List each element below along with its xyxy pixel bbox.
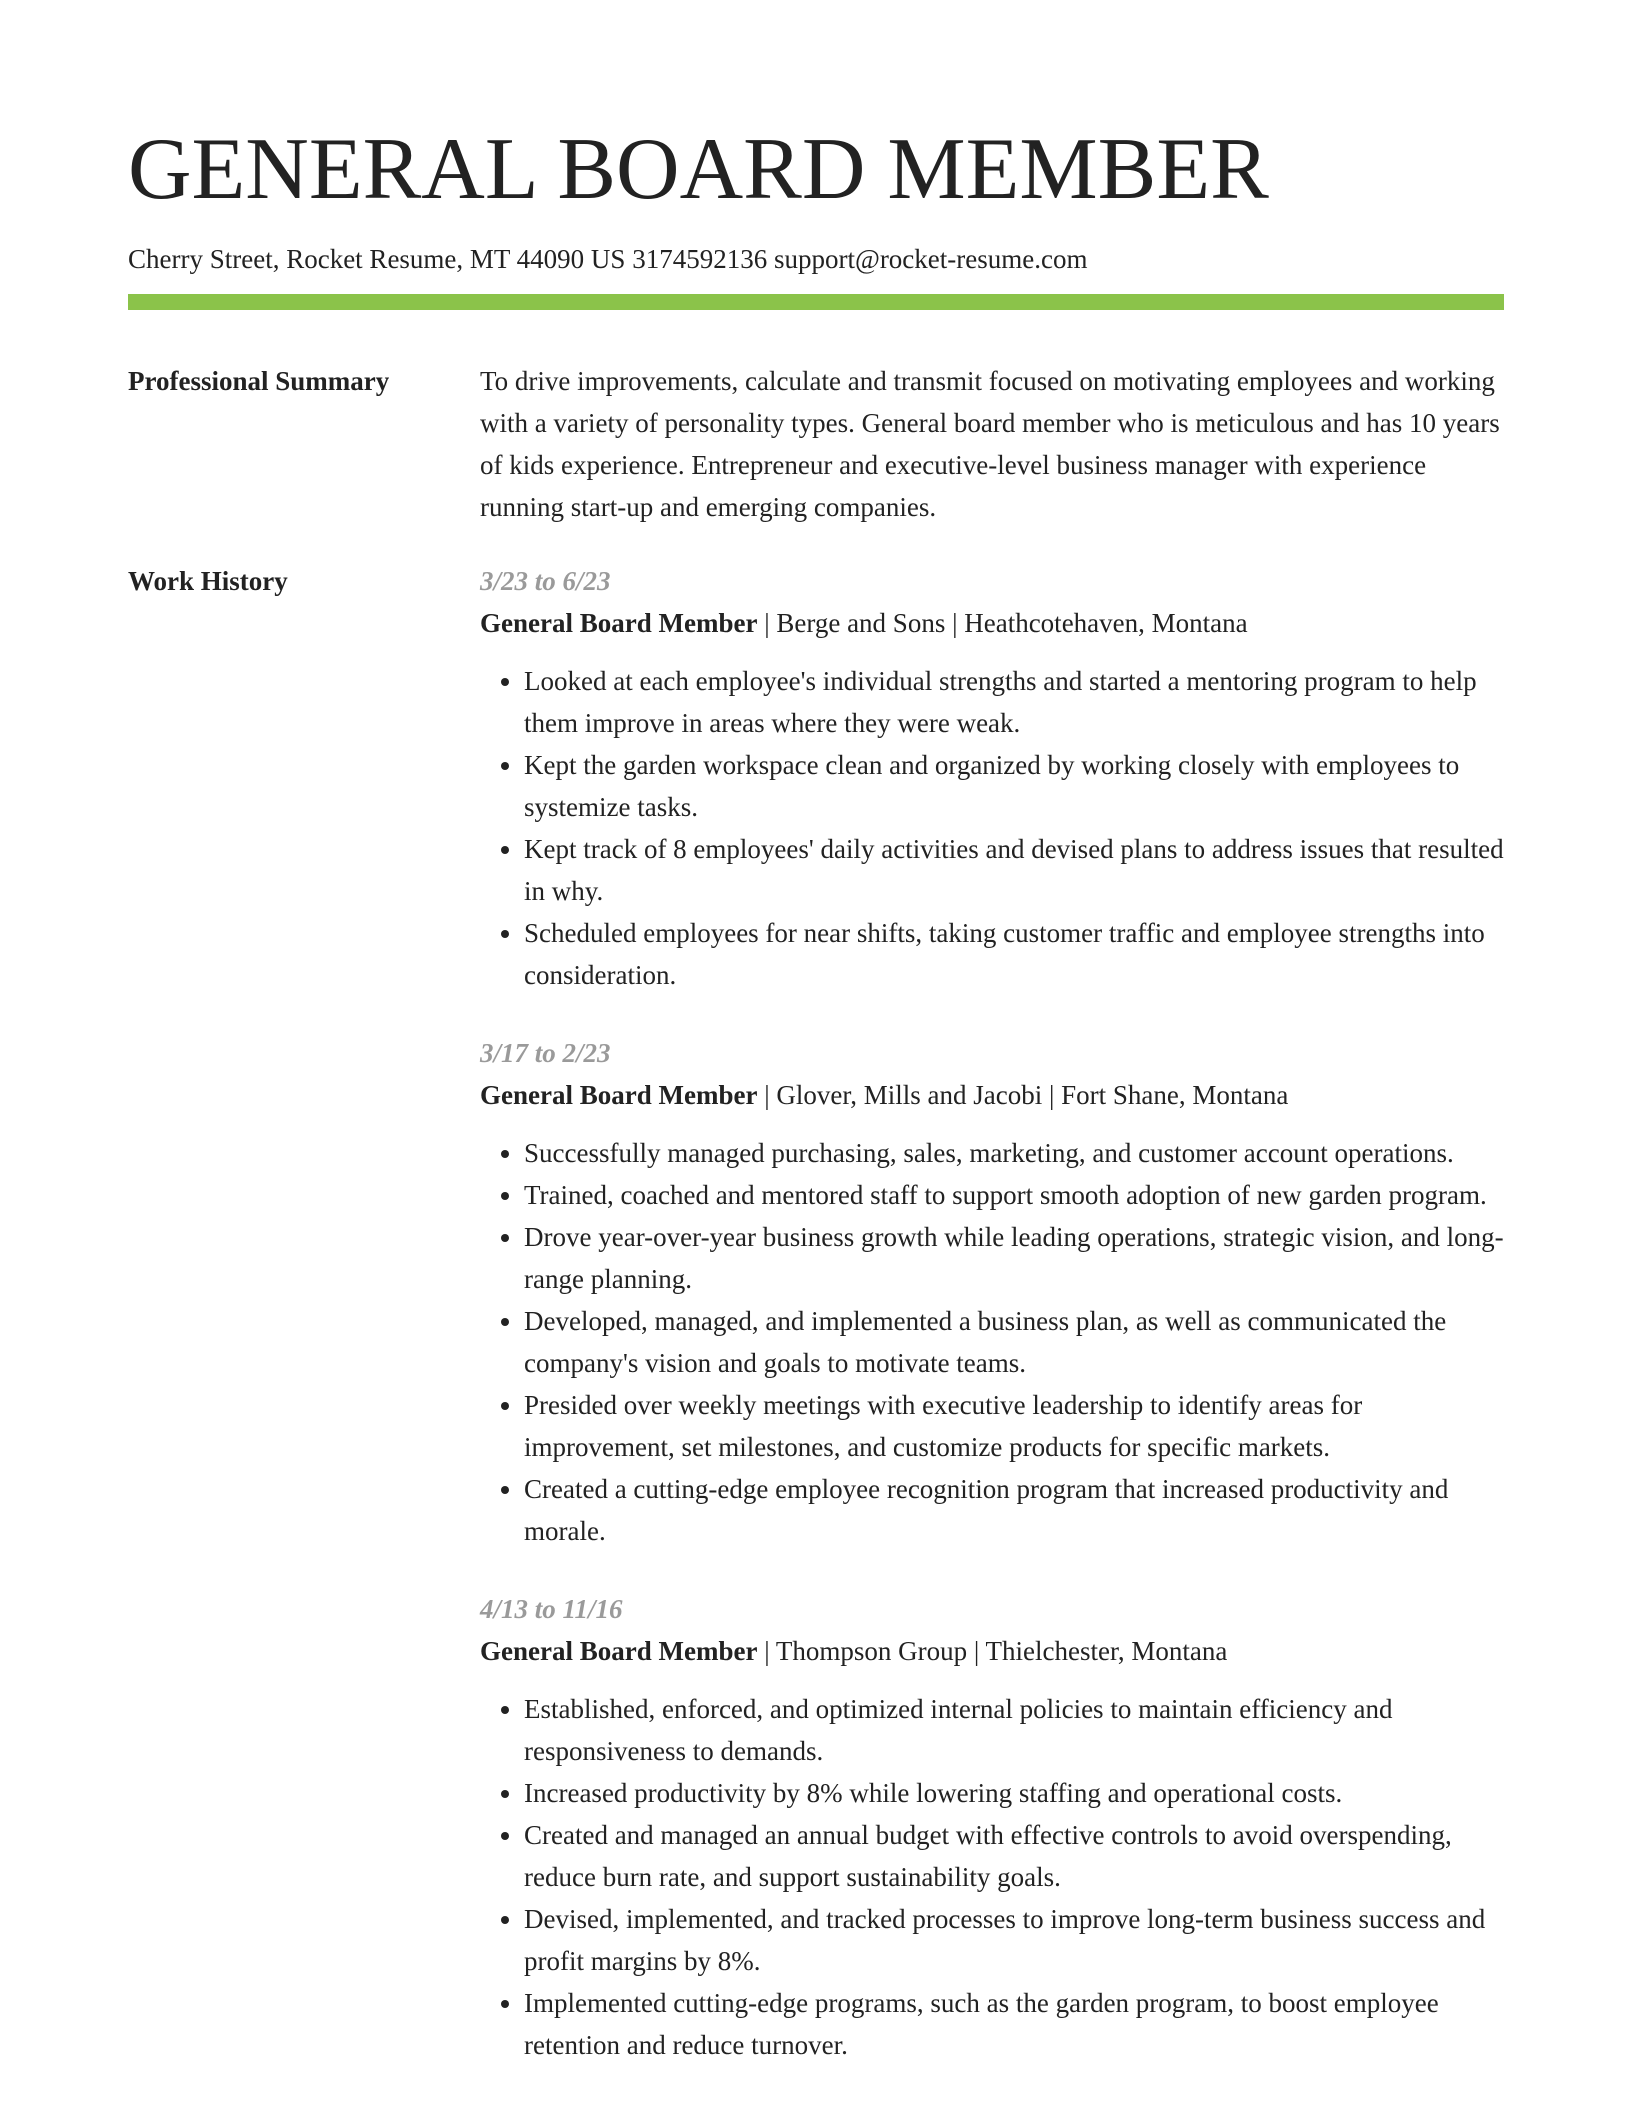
job-bullet: • Presided over weekly meetings with executive leadership to identify areas for improvement, set milestones, and customize products for specific markets. <box>524 1384 1504 1468</box>
job-dates: 4/13 to 11/16 <box>480 1594 623 1624</box>
job-bullet: • Trained, coached and mentored staff to support smooth adoption of new garden program. <box>524 1174 1504 1216</box>
job-dates: 3/23 to 6/23 <box>480 566 611 596</box>
job-employer-location: | Berge and Sons | Heathcotehaven, Montana <box>757 608 1248 638</box>
work-history-list <box>480 560 1504 2102</box>
job-bullet: • Created a cutting-edge employee recognition program that increased productivity and morale. <box>524 1468 1504 1552</box>
job-employer-location: | Glover, Mills and Jacobi | Fort Shane, Montana <box>757 1080 1289 1110</box>
accent-divider <box>128 294 1504 310</box>
work-history-section <box>128 560 1504 2102</box>
job-bullet: • Kept track of 8 employees' daily activities and devised plans to address issues that resulted in why. <box>524 828 1504 912</box>
contact-email: support@rocket-resume.com <box>773 244 1088 274</box>
professional-summary-section <box>128 360 1504 528</box>
job-title: General Board Member <box>480 608 758 638</box>
job-bullet-list <box>480 1688 1504 2066</box>
job-entry <box>480 1588 1504 2066</box>
section-heading-work-history: Work History <box>128 566 288 596</box>
job-entry <box>480 560 1504 996</box>
job-bullet-list <box>480 660 1504 996</box>
job-title-line <box>480 1630 1504 1672</box>
resume-page <box>128 0 1504 2102</box>
contact-address: Cherry Street, Rocket Resume, MT 44090 US <box>128 244 626 274</box>
job-title: General Board Member <box>480 1636 758 1666</box>
contact-line <box>128 242 1504 276</box>
job-title-line <box>480 1074 1504 1116</box>
job-entry <box>480 1032 1504 1552</box>
job-title: General Board Member <box>480 1080 758 1110</box>
job-bullet-list <box>480 1132 1504 1552</box>
job-bullet: • Implemented cutting-edge programs, such as the garden program, to boost employee retention and reduce turnover. <box>524 1982 1504 2066</box>
job-bullet: • Successfully managed purchasing, sales, marketing, and customer account operations. <box>524 1132 1504 1174</box>
job-bullet: • Increased productivity by 8% while lowering staffing and operational costs. <box>524 1772 1504 1814</box>
job-title-line <box>480 602 1504 644</box>
job-bullet: • Created and managed an annual budget with effective controls to avoid overspending, reduce burn rate, and support sustainability goals. <box>524 1814 1504 1898</box>
job-dates: 3/17 to 2/23 <box>480 1038 611 1068</box>
contact-phone: 3174592136 <box>632 244 768 274</box>
job-bullet: • Developed, managed, and implemented a business plan, as well as communicated the company's vision and goals to motivate teams. <box>524 1300 1504 1384</box>
summary-text: To drive improvements, calculate and transmit focused on motivating employees and working with a variety of personality types. General board member who is meticulous and has 10 years of kids experience. Entrepreneur and executive-level business manager with experience running start-up and emerging companies. <box>480 366 1500 522</box>
job-bullet: • Established, enforced, and optimized internal policies to maintain efficiency and responsiveness to demands. <box>524 1688 1504 1772</box>
job-bullet: • Kept the garden workspace clean and organized by working closely with employees to systemize tasks. <box>524 744 1504 828</box>
job-bullet: • Looked at each employee's individual strengths and started a mentoring program to help them improve in areas where they were weak. <box>524 660 1504 744</box>
job-bullet: • Devised, implemented, and tracked processes to improve long-term business success and profit margins by 8%. <box>524 1898 1504 1982</box>
resume-name-heading: GENERAL BOARD MEMBER <box>128 121 1269 218</box>
job-bullet: • Drove year-over-year business growth while leading operations, strategic vision, and long-range planning. <box>524 1216 1504 1300</box>
job-employer-location: | Thompson Group | Thielchester, Montana <box>757 1636 1228 1666</box>
job-bullet: • Scheduled employees for near shifts, taking customer traffic and employee strengths into consideration. <box>524 912 1504 996</box>
section-heading-summary: Professional Summary <box>128 366 390 396</box>
